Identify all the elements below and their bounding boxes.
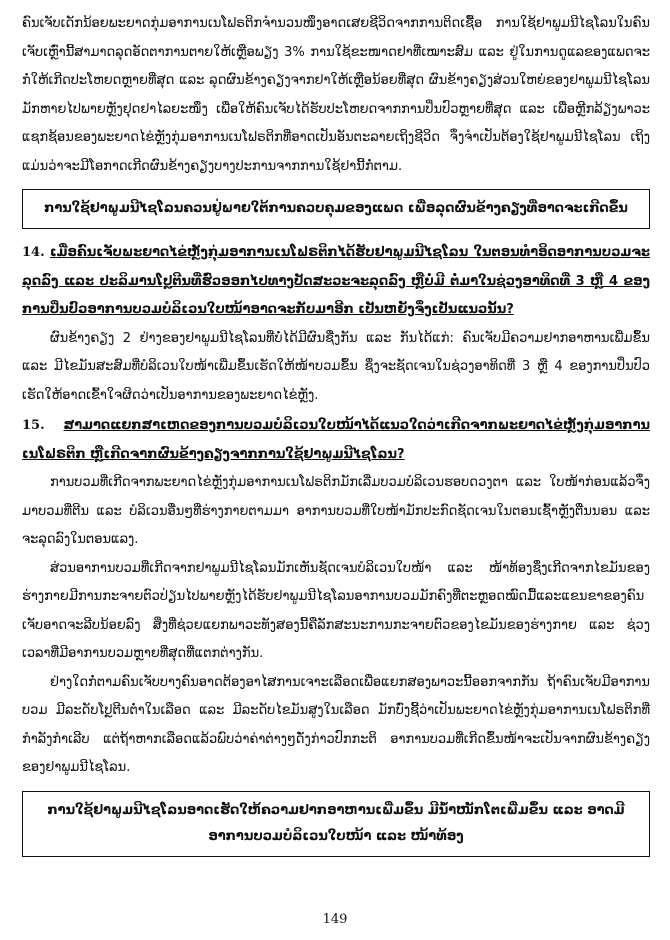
question-number: 14. bbox=[22, 245, 45, 260]
answer-14: ຜົນຂ້າງຄຽງ 2 ຢ່າງຂອງຢາພູມນີໄຊໂລນທີ່ບໍ່ໄດ້ມີຜົນຊື່ງກັນ ແລະ ກັນໄດ້ແກ່: ຄົນເຈັບມີຄວາມຢາກອາຫານເພີ່ມຂຶ້ນ ແລະ ມີໄຂມັນສະສົມທີ່ບໍລິເວນໃບໜ້າເພີ່ມຂຶ້ນເຮັດໃຫ້ໜ້າບວມຂຶ້ນ ຊຶ່ງຈະຊັດເຈນໃນຊ່ວງອາທິດທີ່ 3 ຫຼື 4 ຂອງການປິ່ນປົວ ເຮັດໃຫ້ອາດເຂົ້າໃຈຜິດວ່າເປັນອາການຂອງພະຍາດໄຂ່ຫຼັງ. bbox=[22, 330, 650, 403]
question-14 bbox=[22, 239, 650, 325]
question-text: ເມື່ອຄົນເຈັບພະຍາດໄຂ່ຫຼັງກຸ່ມອາການເນໂຟຣຕິກໄດ້ຮັບຢາພູມນີໄຊໂລນ ໃນຕອນທຳອິດອາການບວມຈະລຸດລົງ ແລະ ປະລິມານໂປຼຕີນທີ່ຮົ່ວອອກໄປທາງປັດສະວະຈະລຸດລົງ ຫຼືບໍ່ມີ ຕໍ່ມາໃນຊ່ວງອາທິດທີ່ 3 ຫຼື 4 ຂອງການປິ່ນປົວອາການບວມບໍລິເວນໃບໜ້າອາດຈະກັບມາອີກ ເປັນຫຍັງຈຶ່ງເປັນແນວນັ້ນ? bbox=[22, 245, 650, 317]
answer-15-paragraph-3: ຢ່າງໃດກໍ່ຕາມຄົນເຈັບບາງຄົນອາດຕ້ອງອາໄສການເຈາະເລືອດເພື່ອແຍກສອງພາວະນີ້ອອກຈາກກັນ ຖ້າຄົນເຈັບມີອາການບວມ ມີລະດັບໂປຼຕີນຕໍ່າໃນເລືອດ ແລະ ມີລະດັບໄຂມັນສູງໃນເລືອດ ມັກບົ່ງຊີ້ວ່າເປັນພະຍາດໄຂ່ຫຼັງກຸ່ມອາການເນໂຟຣຕິກທີ່ກຳລັງກຳເລີບ ແຕ່ຖ້າຫາກເລືອດແລ້ວພົບວ່າຄ່າຕ່າງໆດັ່ງກ່າວປົກກະຕິ ອາການບວມທີ່ເກີດຂຶ້ນໜ້າຈະເປັນຈາກຜົນຂ້າງຄຽງຂອງຢາພູມນີໄຊໂລນ. bbox=[22, 674, 650, 775]
document-page bbox=[22, 10, 650, 867]
answer-15-paragraph-1: ການບວມທີ່ເກີດຈາກພະຍາດໄຂ່ຫຼັງກຸ່ມອາການເນໂຟຣຕິກມັກເລີ່ມບວມບໍລິເວນຮອບດວງຕາ ແລະ ໃບໜ້າກ່ອນແລ້ວຈຶ່ງມາບວມທີ່ຕີນ ແລະ ບໍລິເວນອື່ນໆທີ່ຮ່າງກາຍຕາມມາ ອາການບວມທີ່ໃບໜ້າມັກປະກົດຊັດເຈນໃນຕອນເຊົ້າຫຼັງຕື່ນນອນ ແລະ ຈະລຸດລົງໃນຕອນແລງ. bbox=[22, 475, 650, 547]
answer-15-paragraph-2: ສ່ວນອາການບວມທີ່ເກີດຈາກຢາພູມນີໄຊໂລນມັກເຫັນຊັດເຈນບໍລິເວນໃບໜ້າ ແລະ ໜ້າທ້ອງຊຶ່ງເກີດຈາກໄຂມັນຂອງຮ່າງກາຍມີການກະຈາຍຕົວປ່ຽນໄປພາຍຫຼັງໄດ້ຮັບຢາພູມນີໄຊໂລນອາການບວມມັກຄົງທີ່ຕະຫຼອດໝົດມື້ແລະແຂນຂາຂອງຄົນເຈັບອາດຈະລີບນ້ອຍລົງ ສິ່ງທີ່ຊ່ວຍແຍກພາວະທັງສອງນີ້ຄືລັກສະນະການກະຈາຍຕົວຂອງໄຂມັນຂອງຮ່າງກາຍ ແລະ ຊ່ວງເວລາທີ່ມີອາການບວມຫຼາຍທີ່ສຸດທີ່ແຕກຕ່າງກັນ. bbox=[22, 560, 650, 661]
highlight-box-supervision: ການໃຊ້ຢາພູມນີໄຊໂລນຄວນຢູ່ພາຍໃຕ້ການຄວບຄຸມຂອງແພດ ເພື່ອລຸດຜົນຂ້າງຄຽງທີ່ອາດຈະເກີດຂຶ້ນ bbox=[22, 189, 650, 229]
highlight-box-side-effects: ການໃຊ້ຢາພູມນີໄຊໂລນອາດເຮັດໃຫ້ຄວາມຢາກອາຫານເພີ່ມຂຶ້ນ ມີນ້ຳໜັກໂຕເພີ່ມຂຶ້ນ ແລະ ອາດມີອາການບວມບໍລິເວນໃບໜ້າ ແລະ ໜ້າທ້ອງ bbox=[22, 791, 650, 857]
question-15 bbox=[22, 412, 650, 469]
page-number: 149 bbox=[322, 912, 348, 927]
question-text: ສາມາດແຍກສາເຫດຂອງການບວມບໍລິເວນໃບໜ້າໄດ້ແນວໃດວ່າເກີດຈາກພະຍາດໄຂ່ຫຼັງກຸ່ມອາການເນໂຟຣຕິກ ຫຼືເກີດຈາກຜົນຂ້າງຄຽງຈາກການໃຊ້ຢາພູມນີໄຊໂລນ? bbox=[22, 418, 650, 462]
question-number: 15. bbox=[22, 418, 45, 433]
intro-paragraph: ຄົນເຈັບເດັກນ້ອຍພະຍາດກຸ່ມອາການເນໂຟຣຕິກຈຳນວນໜຶ່ງອາດເສຍຊີວິດຈາກການຕິດເຊື້ອ ການໃຊ້ຢາພູມນີໄຊໂລນໃນຄົນເຈັບເຫຼົ່ານີ້ສາມາດລຸດອັດຕາການຕາຍໃຫ້ເຫຼືອພຽງ 3% ການໃຊ້ຂະໜາດຢາທີ່ເໝາະສົມ ແລະ ຢູ່ໃນການດູແລຂອງແພດຈະກໍ່ໃຫ້ເກີດປະໂຫຍດຫຼາຍທີ່ສຸດ ແລະ ລຸດຜົນຂ້າງຄຽງຈາກຢາໃຫ້ເຫຼືອນ້ອຍທີ່ສຸດ ຜົນຂ້າງຄຽງສ່ວນໃຫຍ່ຂອງຢາພູມນີໄຊໂລນມັກຫາຍໄປພາຍຫຼັງຢຸດຢາໄລຍະໜຶ່ງ ເພື່ອໃຫ້ຄົນເຈັບໄດ້ຮັບປະໂຫຍດຈາກການປິ່ນປົວຫຼາຍທີ່ສຸດ ແລະ ເພື່ອຫຼີກລ້ຽງພາວະແຊກຊ້ອນຂອງພະຍາດໄຂ່ຫຼັງກຸ່ມອາການເນໂຟຣຕິກທີ່ອາດເປັນອັນຕະລາຍເຖິງຊີວິດ ຈຶ່ງຈຳເປັນຕ້ອງໃຊ້ຢາພູມນີໄຊໂລນ ເຖິງແມ່ນວ່າຈະມີໂອກາດເກີດຜົນຂ້າງຄຽງບາງປະການຈາກການໃຊ້ຢານີ້ກໍ່ຕາມ. bbox=[22, 16, 650, 174]
